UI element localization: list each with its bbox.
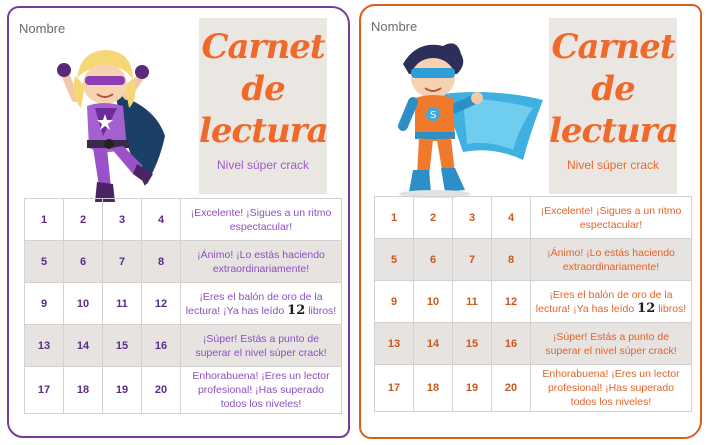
row-message: Enhorabuena! ¡Eres un lector profesional! ¡Has superado todos los niveles!	[531, 365, 692, 412]
book-cell[interactable]: 12	[492, 281, 531, 323]
book-cell[interactable]: 16	[492, 323, 531, 365]
row-message	[531, 281, 692, 323]
row-message: ¡Excelente! ¡Sigues a un ritmo espectacular!	[531, 197, 692, 239]
title-box	[549, 18, 677, 194]
title-line-1: Carnet	[551, 27, 675, 67]
title-line-3: lectura	[199, 111, 328, 151]
book-cell[interactable]: 10	[64, 283, 103, 325]
table-row	[25, 283, 342, 325]
book-cell[interactable]: 2	[64, 199, 103, 241]
book-cell[interactable]: 5	[375, 239, 414, 281]
book-cell[interactable]: 4	[142, 199, 181, 241]
book-cell[interactable]: 16	[142, 325, 181, 367]
book-cell[interactable]: 17	[375, 365, 414, 412]
book-cell[interactable]: 3	[453, 197, 492, 239]
book-cell[interactable]: 7	[103, 241, 142, 283]
book-cell[interactable]: 14	[414, 323, 453, 365]
book-count-highlight: 12	[637, 300, 656, 316]
book-cell[interactable]: 6	[414, 239, 453, 281]
book-cell[interactable]: 8	[142, 241, 181, 283]
book-cell[interactable]: 5	[25, 241, 64, 283]
subtitle: Nivel súper crack	[566, 158, 660, 172]
book-cell[interactable]: 13	[375, 323, 414, 365]
book-cell[interactable]: 7	[453, 239, 492, 281]
title-line-2: de	[591, 69, 635, 109]
book-cell[interactable]: 19	[453, 365, 492, 412]
book-cell[interactable]: 20	[142, 367, 181, 414]
row-message-before: ¡Eres el balón de oro de la lectura! ¡Ya has leído	[535, 288, 673, 315]
row-message: ¡Súper! Estás a punto de superar el nivel súper crack!	[181, 325, 342, 367]
book-cell[interactable]: 17	[25, 367, 64, 414]
table-row	[25, 325, 342, 367]
book-cell[interactable]: 3	[103, 199, 142, 241]
book-cell[interactable]: 20	[492, 365, 531, 412]
book-cell[interactable]: 1	[375, 197, 414, 239]
superhero-girl-icon	[37, 36, 177, 206]
book-cell[interactable]: 2	[414, 197, 453, 239]
title-line-2: de	[241, 69, 285, 109]
book-cell[interactable]: 10	[414, 281, 453, 323]
reading-card-left	[7, 6, 350, 438]
superhero-boy-icon	[373, 34, 548, 199]
book-cell[interactable]: 18	[64, 367, 103, 414]
reading-tracker-table	[374, 196, 692, 412]
table-row	[25, 367, 342, 414]
row-message: ¡Excelente! ¡Sigues a un ritmo espectacular!	[181, 199, 342, 241]
book-cell[interactable]: 9	[375, 281, 414, 323]
book-cell[interactable]: 15	[453, 323, 492, 365]
book-cell[interactable]: 4	[492, 197, 531, 239]
reading-tracker-table	[24, 198, 342, 414]
book-cell[interactable]: 14	[64, 325, 103, 367]
book-cell[interactable]: 9	[25, 283, 64, 325]
row-message: ¡Ánimo! ¡Lo estás haciendo extraordinariamente!	[531, 239, 692, 281]
reading-card-right	[359, 4, 702, 439]
book-cell[interactable]: 19	[103, 367, 142, 414]
book-count-highlight: 12	[287, 302, 306, 318]
book-cell[interactable]: 18	[414, 365, 453, 412]
name-label: Nombre	[371, 19, 418, 34]
book-cell[interactable]: 12	[142, 283, 181, 325]
title-line-3: lectura	[549, 111, 678, 151]
title-box	[199, 18, 327, 194]
book-cell[interactable]: 1	[25, 199, 64, 241]
table-row	[25, 199, 342, 241]
subtitle: Nivel súper crack	[216, 158, 310, 172]
book-cell[interactable]: 11	[453, 281, 492, 323]
svg-text:S: S	[430, 110, 437, 121]
table-row	[375, 239, 692, 281]
book-cell[interactable]: 13	[25, 325, 64, 367]
name-label: Nombre	[19, 21, 66, 36]
row-message	[181, 283, 342, 325]
book-cell[interactable]: 11	[103, 283, 142, 325]
table-row	[375, 197, 692, 239]
row-message-before: ¡Eres el balón de oro de la lectura! ¡Ya has leído	[185, 290, 323, 317]
title-line-1: Carnet	[201, 27, 325, 67]
row-message: ¡Súper! Estás a punto de superar el nivel súper crack!	[531, 323, 692, 365]
table-row	[375, 365, 692, 412]
table-row	[375, 281, 692, 323]
table-row	[375, 323, 692, 365]
book-cell[interactable]: 15	[103, 325, 142, 367]
row-message: ¡Ánimo! ¡Lo estás haciendo extraordinariamente!	[181, 241, 342, 283]
table-row	[25, 241, 342, 283]
row-message-after: libros!	[658, 302, 687, 315]
book-cell[interactable]: 6	[64, 241, 103, 283]
row-message-after: libros!	[308, 304, 337, 317]
row-message: Enhorabuena! ¡Eres un lector profesional! ¡Has superado todos los niveles!	[181, 367, 342, 414]
book-cell[interactable]: 8	[492, 239, 531, 281]
